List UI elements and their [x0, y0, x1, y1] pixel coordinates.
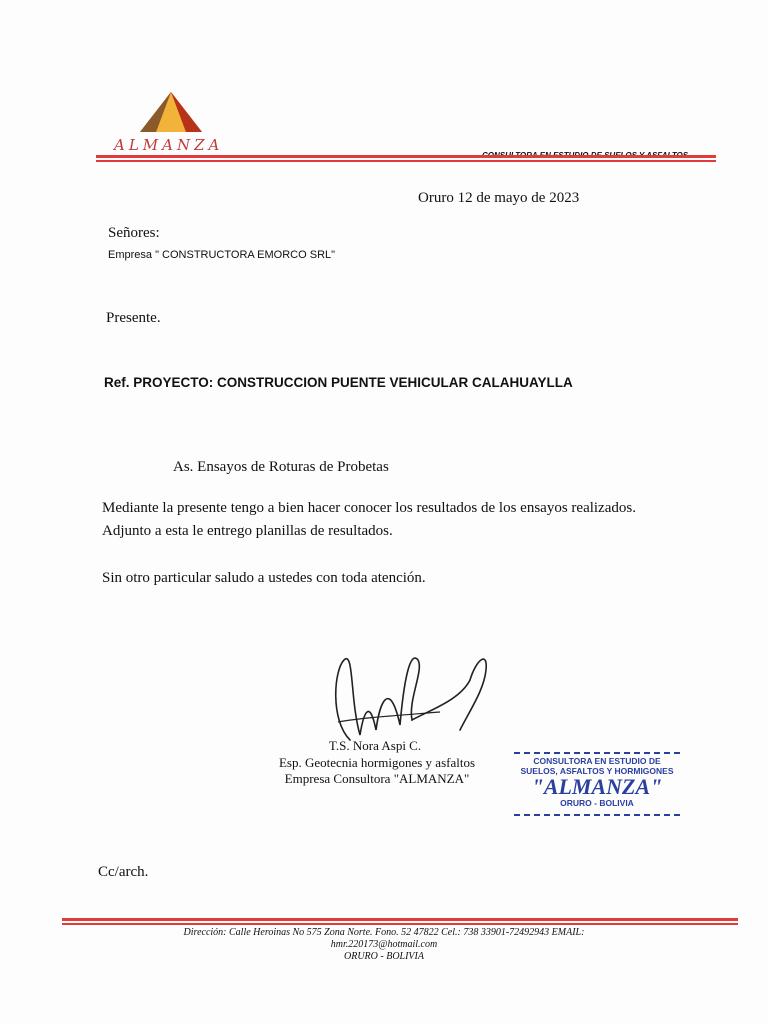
header-rule-secondary — [96, 160, 716, 162]
body-paragraph-line2: Adjunto a esta le entrego planillas de resultados. — [102, 523, 393, 539]
presente-line: Presente. — [106, 310, 161, 326]
closing-line: Sin otro particular saludo a ustedes con toda atención. — [102, 570, 426, 586]
stamp-line1: CONSULTORA EN ESTUDIO DE — [533, 756, 661, 766]
subject-line: As. Ensayos de Roturas de Probetas — [173, 459, 389, 475]
stamp-line2: SUELOS, ASFALTOS Y HORMIGONES — [520, 766, 674, 776]
signer-company: Empresa Consultora "ALMANZA" — [284, 771, 470, 786]
salutation: Señores: — [108, 225, 160, 241]
header-rule — [96, 155, 716, 158]
letter-date: Oruro 12 de mayo de 2023 — [418, 190, 580, 206]
signer-name: T.S. Nora Aspi C. — [328, 738, 422, 753]
company-stamp — [514, 752, 680, 816]
cc-archive: Cc/arch. — [98, 864, 149, 880]
footer-email: hmr.220173@hotmail.com — [330, 939, 438, 950]
recipient: Empresa " CONSTRUCTORA EMORCO SRL" — [108, 249, 336, 261]
footer-rule-secondary — [62, 923, 738, 925]
stamp-location: ORURO - BOLIVIA — [560, 798, 634, 808]
stamp-name: "ALMANZA" — [531, 774, 663, 799]
logo-wordmark: ALMANZA — [114, 136, 224, 154]
signer-title: Esp. Geotecnia hormigones y asfaltos — [278, 755, 476, 770]
body-paragraph-line1: Mediante la presente tengo a bien hacer conocer los resultados de los ensayos realizados. — [102, 500, 636, 516]
reference-line: Ref. PROYECTO: CONSTRUCCION PUENTE VEHICULAR CALAHUAYLLA — [104, 375, 573, 390]
footer-address: Dirección: Calle Heroinas No 575 Zona Norte. Fono. 52 47822 Cel.: 738 33901-72492943 EMAIL: — [183, 927, 585, 938]
footer-rule — [62, 918, 738, 921]
footer-location: ORURO - BOLIVIA — [344, 951, 424, 962]
